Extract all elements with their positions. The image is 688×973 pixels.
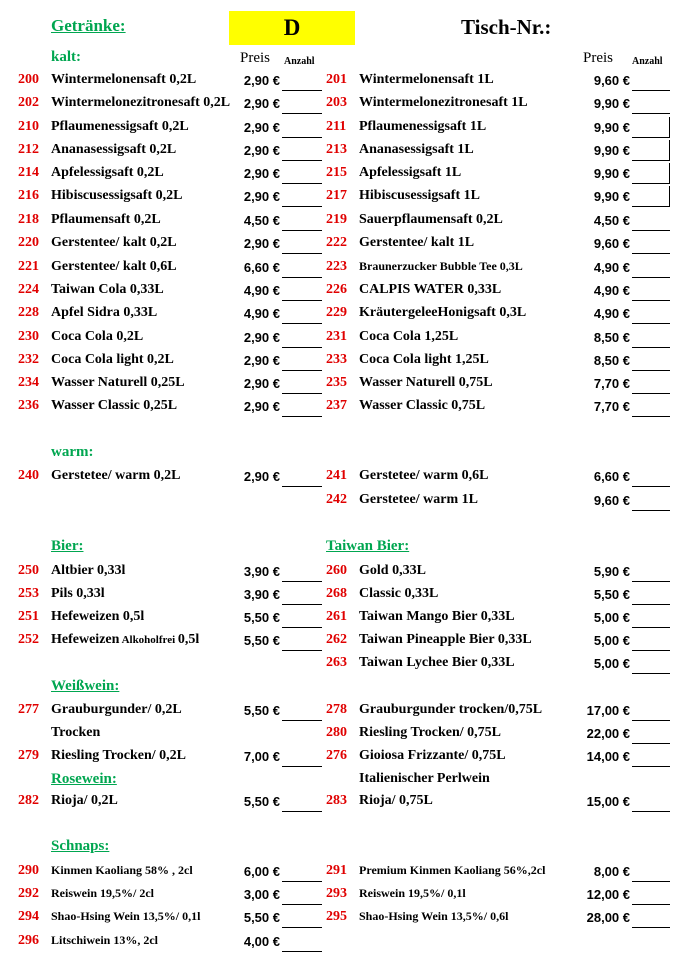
item-name: Apfelessigsaft 1L	[359, 165, 462, 180]
item-number: 201	[326, 72, 347, 87]
quantity-field[interactable]	[632, 904, 670, 905]
item-price: 5,50 €	[243, 703, 280, 718]
item-number: 292	[18, 886, 39, 901]
quantity-field[interactable]	[632, 650, 670, 651]
item-price: 5,00 €	[593, 633, 630, 648]
quantity-field[interactable]	[632, 323, 670, 324]
quantity-field[interactable]	[282, 927, 322, 928]
quantity-field[interactable]	[632, 604, 670, 605]
quantity-box-edge	[669, 140, 670, 161]
quantity-field[interactable]	[632, 416, 670, 417]
item-price: 4,90 €	[593, 306, 630, 321]
item-name: Grauburgunder/ 0,2L	[51, 702, 182, 717]
section-bier: Bier:	[51, 538, 84, 554]
quantity-field[interactable]	[632, 253, 670, 254]
quantity-field[interactable]	[282, 277, 322, 278]
section-warm: warm:	[51, 444, 94, 460]
item-name: Gerstentee/ kalt 0,6L	[51, 259, 177, 274]
item-price: 9,90 €	[593, 189, 630, 204]
item-price: 5,50 €	[243, 610, 280, 625]
item-price: 2,90 €	[243, 469, 280, 484]
item-name: Hibiscusessigsaft 0,2L	[51, 188, 183, 203]
item-number: 230	[18, 329, 39, 344]
item-price: 2,90 €	[243, 166, 280, 181]
item-number: 233	[326, 352, 347, 367]
quantity-field[interactable]	[632, 160, 670, 161]
quantity-field[interactable]	[282, 416, 322, 417]
item-price: 2,90 €	[243, 143, 280, 158]
item-name: Classic 0,33L	[359, 586, 439, 601]
item-number: 295	[326, 909, 347, 924]
quantity-field[interactable]	[282, 137, 322, 138]
section-taiwan-bier: Taiwan Bier:	[326, 538, 410, 554]
item-number: 283	[326, 793, 347, 808]
item-name: Wasser Naturell 0,25L	[51, 375, 185, 390]
item-price: 4,00 €	[243, 934, 280, 949]
item-number: 280	[326, 725, 347, 740]
quantity-field[interactable]	[632, 370, 670, 371]
item-price: 5,50 €	[243, 794, 280, 809]
item-name: Coca Cola 0,2L	[51, 329, 144, 344]
item-number: 211	[326, 119, 347, 134]
item-price: 8,50 €	[593, 330, 630, 345]
item-price: 4,90 €	[593, 260, 630, 275]
item-name: Wintermelonensaft 0,2L	[51, 72, 197, 87]
quantity-field[interactable]	[282, 183, 322, 184]
item-number: 260	[326, 563, 347, 578]
quantity-field[interactable]	[282, 206, 322, 207]
quantity-field[interactable]	[282, 581, 322, 582]
item-price: 9,60 €	[593, 236, 630, 251]
item-price: 2,90 €	[243, 376, 280, 391]
item-name: Sauerpflaumensaft 0,2L	[359, 212, 503, 227]
item-price: 5,50 €	[593, 587, 630, 602]
item-name: Pils 0,33l	[51, 586, 105, 601]
item-number: 242	[326, 492, 347, 507]
quantity-field[interactable]	[282, 113, 322, 114]
item-number: 213	[326, 142, 347, 157]
item-price: 8,00 €	[593, 864, 630, 879]
quantity-field[interactable]	[282, 904, 322, 905]
item-number: 216	[18, 188, 39, 203]
item-price: 5,90 €	[593, 564, 630, 579]
quantity-field[interactable]	[282, 393, 322, 394]
item-number: 261	[326, 609, 347, 624]
item-name: Hibiscusessigsaft 1L	[359, 188, 480, 203]
item-price: 4,50 €	[593, 213, 630, 228]
item-name: Taiwan Cola 0,33L	[51, 282, 164, 297]
item-price: 15,00 €	[586, 794, 630, 809]
quantity-field[interactable]	[632, 743, 670, 744]
quantity-field[interactable]	[632, 881, 670, 882]
item-number: 276	[326, 748, 347, 763]
quantity-field[interactable]	[632, 486, 670, 487]
item-name: Reiswein 19,5%/ 0,1l	[359, 886, 466, 900]
item-name: Taiwan Mango Bier 0,33L	[359, 609, 515, 624]
item-name: Coca Cola light 0,2L	[51, 352, 174, 367]
item-name: Taiwan Lychee Bier 0,33L	[359, 655, 515, 670]
quantity-field[interactable]	[632, 927, 670, 928]
page-title: Getränke:	[51, 16, 126, 35]
item-number: 234	[18, 375, 39, 390]
section-kalt: kalt:	[51, 49, 81, 65]
item-number: 251	[18, 609, 39, 624]
table-number-label: Tisch-Nr.:	[461, 15, 552, 39]
section-weisswein: Weißwein:	[51, 678, 120, 694]
item-price: 6,60 €	[243, 260, 280, 275]
price-header-right: Preis	[583, 50, 613, 66]
item-number: 293	[326, 886, 347, 901]
item-name: Ananasessigsaft 1L	[359, 142, 474, 157]
quantity-field[interactable]	[282, 720, 322, 721]
item-name: Wintermelonensaft 1L	[359, 72, 494, 87]
item-name: Wasser Naturell 0,75L	[359, 375, 493, 390]
item-number: 290	[18, 863, 39, 878]
item-name: Coca Cola light 1,25L	[359, 352, 489, 367]
item-number: 221	[18, 259, 39, 274]
item-name-note: Alkoholfrei	[119, 634, 178, 646]
item-name: Rioja/ 0,2L	[51, 793, 118, 808]
item-name: Wasser Classic 0,25L	[51, 398, 178, 413]
item-name: Riesling Trocken/ 0,75L	[359, 725, 501, 740]
item-number: 210	[18, 119, 39, 134]
quantity-field[interactable]	[632, 206, 670, 207]
item-number: 215	[326, 165, 347, 180]
item-price: 5,50 €	[243, 910, 280, 925]
quantity-field[interactable]	[282, 881, 322, 882]
item-name: Kinmen Kaoliang 58% , 2cl	[51, 863, 193, 877]
item-name: Trocken	[51, 725, 101, 740]
item-number: 236	[18, 398, 39, 413]
item-name: Italienischer Perlwein	[359, 771, 490, 786]
item-name: Shao-Hsing Wein 13,5%/ 0,1l	[51, 909, 201, 923]
item-price: 6,00 €	[243, 864, 280, 879]
item-price: 3,90 €	[243, 564, 280, 579]
item-price: 7,70 €	[593, 399, 630, 414]
quantity-field[interactable]	[282, 323, 322, 324]
quantity-field[interactable]	[282, 604, 322, 605]
quantity-field[interactable]	[632, 393, 670, 394]
price-header-left: Preis	[240, 50, 270, 66]
quantity-field[interactable]	[632, 811, 670, 812]
quantity-field[interactable]	[632, 627, 670, 628]
quantity-field[interactable]	[282, 347, 322, 348]
item-number: 229	[326, 305, 347, 320]
item-number: 203	[326, 95, 347, 110]
item-name: Altbier 0,33l	[51, 563, 126, 578]
quantity-field[interactable]	[632, 510, 670, 511]
item-price: 9,90 €	[593, 120, 630, 135]
quantity-field[interactable]	[632, 277, 670, 278]
item-name: Gerstentee/ kalt 0,2L	[51, 235, 177, 250]
item-name: Wintermelonezitronesaft 1L	[359, 95, 528, 110]
item-name: Coca Cola 1,25L	[359, 329, 459, 344]
item-number: 262	[326, 632, 347, 647]
item-price: 3,90 €	[243, 587, 280, 602]
item-price: 4,90 €	[593, 283, 630, 298]
quantity-field[interactable]	[632, 137, 670, 138]
item-number: 202	[18, 95, 39, 110]
item-name: Gerstentee/ kalt 1L	[359, 235, 475, 250]
item-name: Shao-Hsing Wein 13,5%/ 0,6l	[359, 909, 509, 923]
item-price: 2,90 €	[243, 73, 280, 88]
item-name: Gerstetee/ warm 0,6L	[359, 468, 489, 483]
item-name: Apfelessigsaft 0,2L	[51, 165, 164, 180]
item-price: 4,90 €	[243, 306, 280, 321]
item-number: 228	[18, 305, 39, 320]
item-name: Taiwan Pineapple Bier 0,33L	[359, 632, 532, 647]
item-number: 214	[18, 165, 39, 180]
item-name: Hefeweizen Alkoholfrei 0,5l	[51, 632, 200, 647]
item-number: 237	[326, 398, 347, 413]
item-name: Reiswein 19,5%/ 2cl	[51, 886, 154, 900]
item-name: Ananasessigsaft 0,2L	[51, 142, 177, 157]
item-price: 3,00 €	[243, 887, 280, 902]
item-number: 282	[18, 793, 39, 808]
item-number: 268	[326, 586, 347, 601]
table-letter-badge: D	[229, 11, 355, 45]
item-number: 226	[326, 282, 347, 297]
quantity-field[interactable]	[282, 300, 322, 301]
item-price: 12,00 €	[586, 887, 630, 902]
item-price: 9,60 €	[593, 493, 630, 508]
item-number: 224	[18, 282, 39, 297]
item-number: 250	[18, 563, 39, 578]
item-price: 5,50 €	[243, 633, 280, 648]
quantity-header-right: Anzahl	[632, 56, 663, 67]
quantity-field[interactable]	[632, 720, 670, 721]
item-price: 2,90 €	[243, 236, 280, 251]
quantity-box-edge	[669, 163, 670, 184]
item-number: 241	[326, 468, 347, 483]
item-price: 9,60 €	[593, 73, 630, 88]
item-price: 8,50 €	[593, 353, 630, 368]
item-name: Pflaumenessigsaft 0,2L	[51, 119, 189, 134]
item-name: CALPIS WATER 0,33L	[359, 282, 502, 297]
item-name: Hefeweizen 0,5l	[51, 609, 145, 624]
item-price: 2,90 €	[243, 189, 280, 204]
quantity-field[interactable]	[282, 811, 322, 812]
quantity-field[interactable]	[282, 486, 322, 487]
item-price: 14,00 €	[586, 749, 630, 764]
quantity-field[interactable]	[632, 581, 670, 582]
item-name: Gioiosa Frizzante/ 0,75L	[359, 748, 506, 763]
item-number: 231	[326, 329, 347, 344]
item-number: 278	[326, 702, 347, 717]
quantity-field[interactable]	[282, 650, 322, 651]
quantity-field[interactable]	[282, 90, 322, 91]
item-price: 2,90 €	[243, 353, 280, 368]
item-name: Apfel Sidra 0,33L	[51, 305, 158, 320]
item-price: 28,00 €	[586, 910, 630, 925]
item-number: 220	[18, 235, 39, 250]
item-number: 222	[326, 235, 347, 250]
item-price: 9,90 €	[593, 96, 630, 111]
item-number: 232	[18, 352, 39, 367]
item-number: 200	[18, 72, 39, 87]
item-number: 212	[18, 142, 39, 157]
quantity-field[interactable]	[282, 627, 322, 628]
item-name: Rioja/ 0,75L	[359, 793, 433, 808]
item-price: 9,90 €	[593, 166, 630, 181]
item-number: 279	[18, 748, 39, 763]
quantity-field[interactable]	[632, 230, 670, 231]
item-number: 217	[326, 188, 347, 203]
item-number: 223	[326, 259, 347, 274]
item-name: Wintermelonezitronesaft 0,2L	[51, 95, 231, 110]
item-price: 2,90 €	[243, 120, 280, 135]
item-price: 2,90 €	[243, 96, 280, 111]
quantity-field[interactable]	[632, 90, 670, 91]
item-price: 4,50 €	[243, 213, 280, 228]
quantity-field[interactable]	[282, 160, 322, 161]
item-price: 2,90 €	[243, 330, 280, 345]
item-name: Gold 0,33L	[359, 563, 426, 578]
item-price: 22,00 €	[586, 726, 630, 741]
item-price: 4,90 €	[243, 283, 280, 298]
quantity-field[interactable]	[282, 766, 322, 767]
item-number: 218	[18, 212, 39, 227]
item-name: Wasser Classic 0,75L	[359, 398, 486, 413]
item-number: 294	[18, 909, 39, 924]
item-price: 7,70 €	[593, 376, 630, 391]
item-number: 291	[326, 863, 347, 878]
item-name: Gerstetee/ warm 1L	[359, 492, 478, 507]
item-name: Pflaumenessigsaft 1L	[359, 119, 487, 134]
quantity-field[interactable]	[632, 183, 670, 184]
item-price: 5,00 €	[593, 610, 630, 625]
quantity-field[interactable]	[282, 951, 322, 952]
item-number: 235	[326, 375, 347, 390]
item-price: 2,90 €	[243, 399, 280, 414]
quantity-box-edge	[669, 117, 670, 138]
item-number: 219	[326, 212, 347, 227]
item-name: Braunerzucker Bubble Tee 0,3L	[359, 259, 523, 273]
section-rosewein: Rosewein:	[51, 771, 117, 787]
item-number: 240	[18, 468, 39, 483]
item-number: 277	[18, 702, 39, 717]
item-number: 296	[18, 933, 39, 948]
quantity-field[interactable]	[632, 766, 670, 767]
item-name: Premium Kinmen Kaoliang 56%,2cl	[359, 863, 546, 877]
quantity-header-left: Anzahl	[284, 56, 315, 67]
quantity-field[interactable]	[282, 370, 322, 371]
quantity-field[interactable]	[632, 300, 670, 301]
item-price: 6,60 €	[593, 469, 630, 484]
item-name: Pflaumensaft 0,2L	[51, 212, 161, 227]
item-name: Litschiwein 13%, 2cl	[51, 933, 158, 947]
item-price: 5,00 €	[593, 656, 630, 671]
quantity-field[interactable]	[632, 113, 670, 114]
item-price: 9,90 €	[593, 143, 630, 158]
quantity-field[interactable]	[632, 347, 670, 348]
quantity-field[interactable]	[282, 253, 322, 254]
item-price: 17,00 €	[586, 703, 630, 718]
item-price: 7,00 €	[243, 749, 280, 764]
section-schnaps: Schnaps:	[51, 838, 110, 854]
item-name: Gerstetee/ warm 0,2L	[51, 468, 181, 483]
item-number: 252	[18, 632, 39, 647]
quantity-box-edge	[669, 186, 670, 207]
item-name: KräutergeleeHonigsaft 0,3L	[359, 305, 527, 320]
quantity-field[interactable]	[282, 230, 322, 231]
item-name: Grauburgunder trocken/0,75L	[359, 702, 543, 717]
item-number: 263	[326, 655, 347, 670]
quantity-field[interactable]	[632, 673, 670, 674]
item-name: Riesling Trocken/ 0,2L	[51, 748, 186, 763]
item-number: 253	[18, 586, 39, 601]
